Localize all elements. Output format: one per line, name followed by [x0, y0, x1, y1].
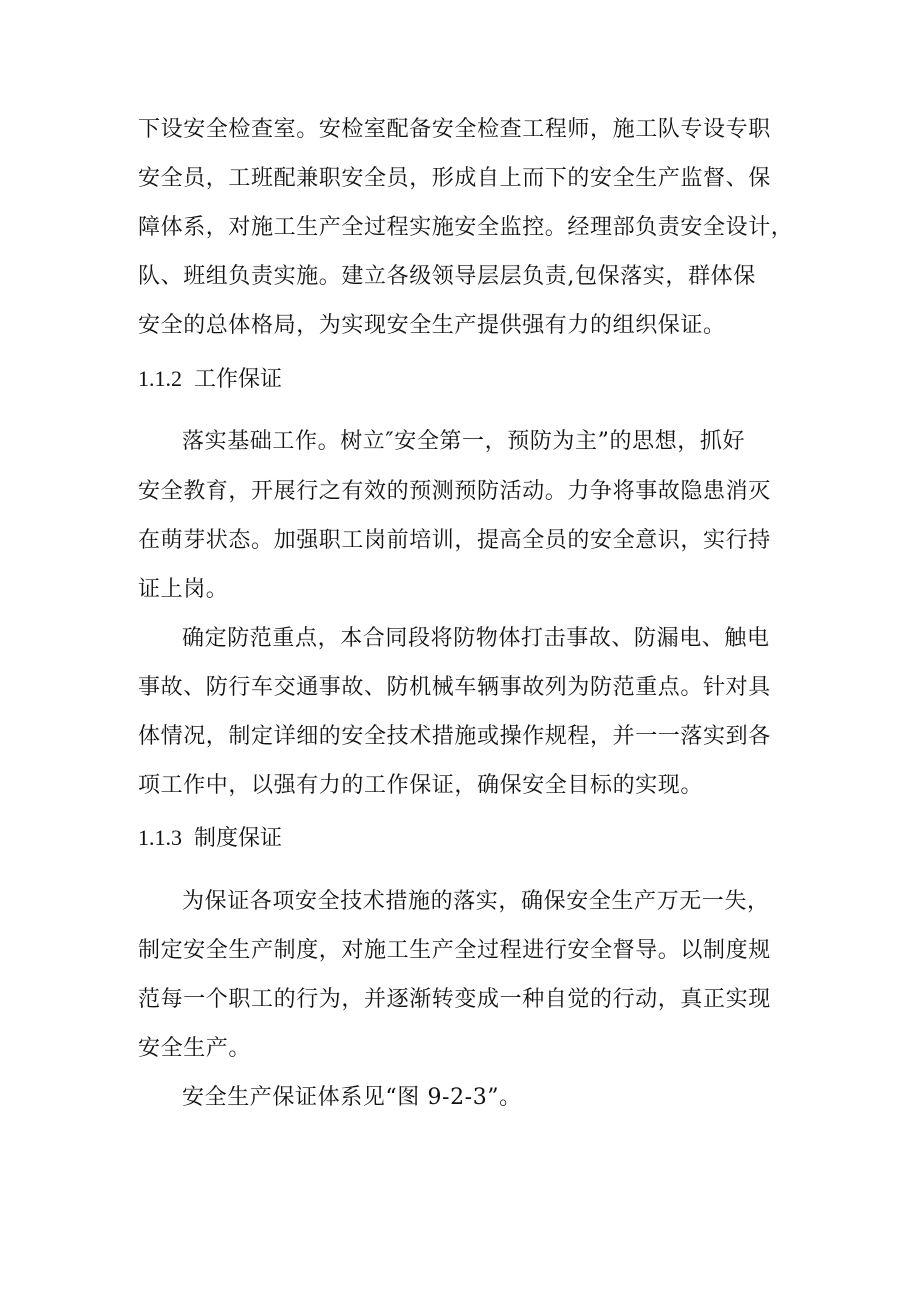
section-number: 1.1.3	[138, 825, 182, 850]
text-line: 队、班组负责实施。建立各级领导层层负责,包保落实，群体保	[138, 264, 756, 289]
text-line: 制定安全生产制度，对施工生产全过程进行安全督导。以制度规	[138, 938, 771, 963]
text-line: 安全生产。	[138, 1036, 252, 1061]
section-title: 工作保证	[194, 367, 283, 392]
text-line: 范每一个职工的行为，并逐渐转变成一种自觉的行动，真正实现	[138, 987, 771, 1012]
text-line: 下设安全检查室。安检室配备安全检查工程师，施工队专设专职	[138, 117, 771, 142]
text-line: 证上岗。	[138, 577, 229, 602]
text-line: 落实基础工作。树立″安全第一，预防为主”的思想，抓好	[182, 429, 746, 454]
text-line: 在萌芽状态。加强职工岗前培训，提高全员的安全意识，实行持	[138, 528, 771, 553]
text-line: 为保证各项安全技术措施的落实，确保安全生产万无一失，	[182, 889, 770, 914]
text-line: 障体系，对施工生产全过程实施安全监控。经理部负责安全设计，	[138, 215, 794, 240]
section-heading-1-1-2	[138, 364, 282, 395]
text-line: 安全生产保证体系见“图 9-2-3”。	[182, 1085, 522, 1110]
text-line: 安全教育，开展行之有效的预测预防活动。力争将事故隐患消灭	[138, 479, 771, 504]
text-line: 体情况，制定详细的安全技术措施或操作规程，并一一落实到各	[138, 724, 771, 749]
text-line: 项工作中，以强有力的工作保证，确保安全目标的实现。	[138, 773, 704, 798]
text-line: 确定防范重点，本合同段将防物体打击事故、防漏电、触电	[182, 626, 770, 651]
text-line: 安全的总体格局，为实现安全生产提供强有力的组织保证。	[138, 313, 726, 338]
section-heading-1-1-3	[138, 823, 282, 854]
section-number: 1.1.2	[138, 366, 182, 391]
text-line: 安全员，工班配兼职安全员，形成自上而下的安全生产监督、保	[138, 166, 771, 191]
text-line: 事故、防行车交通事故、防机械车辆事故列为防范重点。针对具	[138, 675, 771, 700]
section-title: 制度保证	[194, 826, 283, 851]
